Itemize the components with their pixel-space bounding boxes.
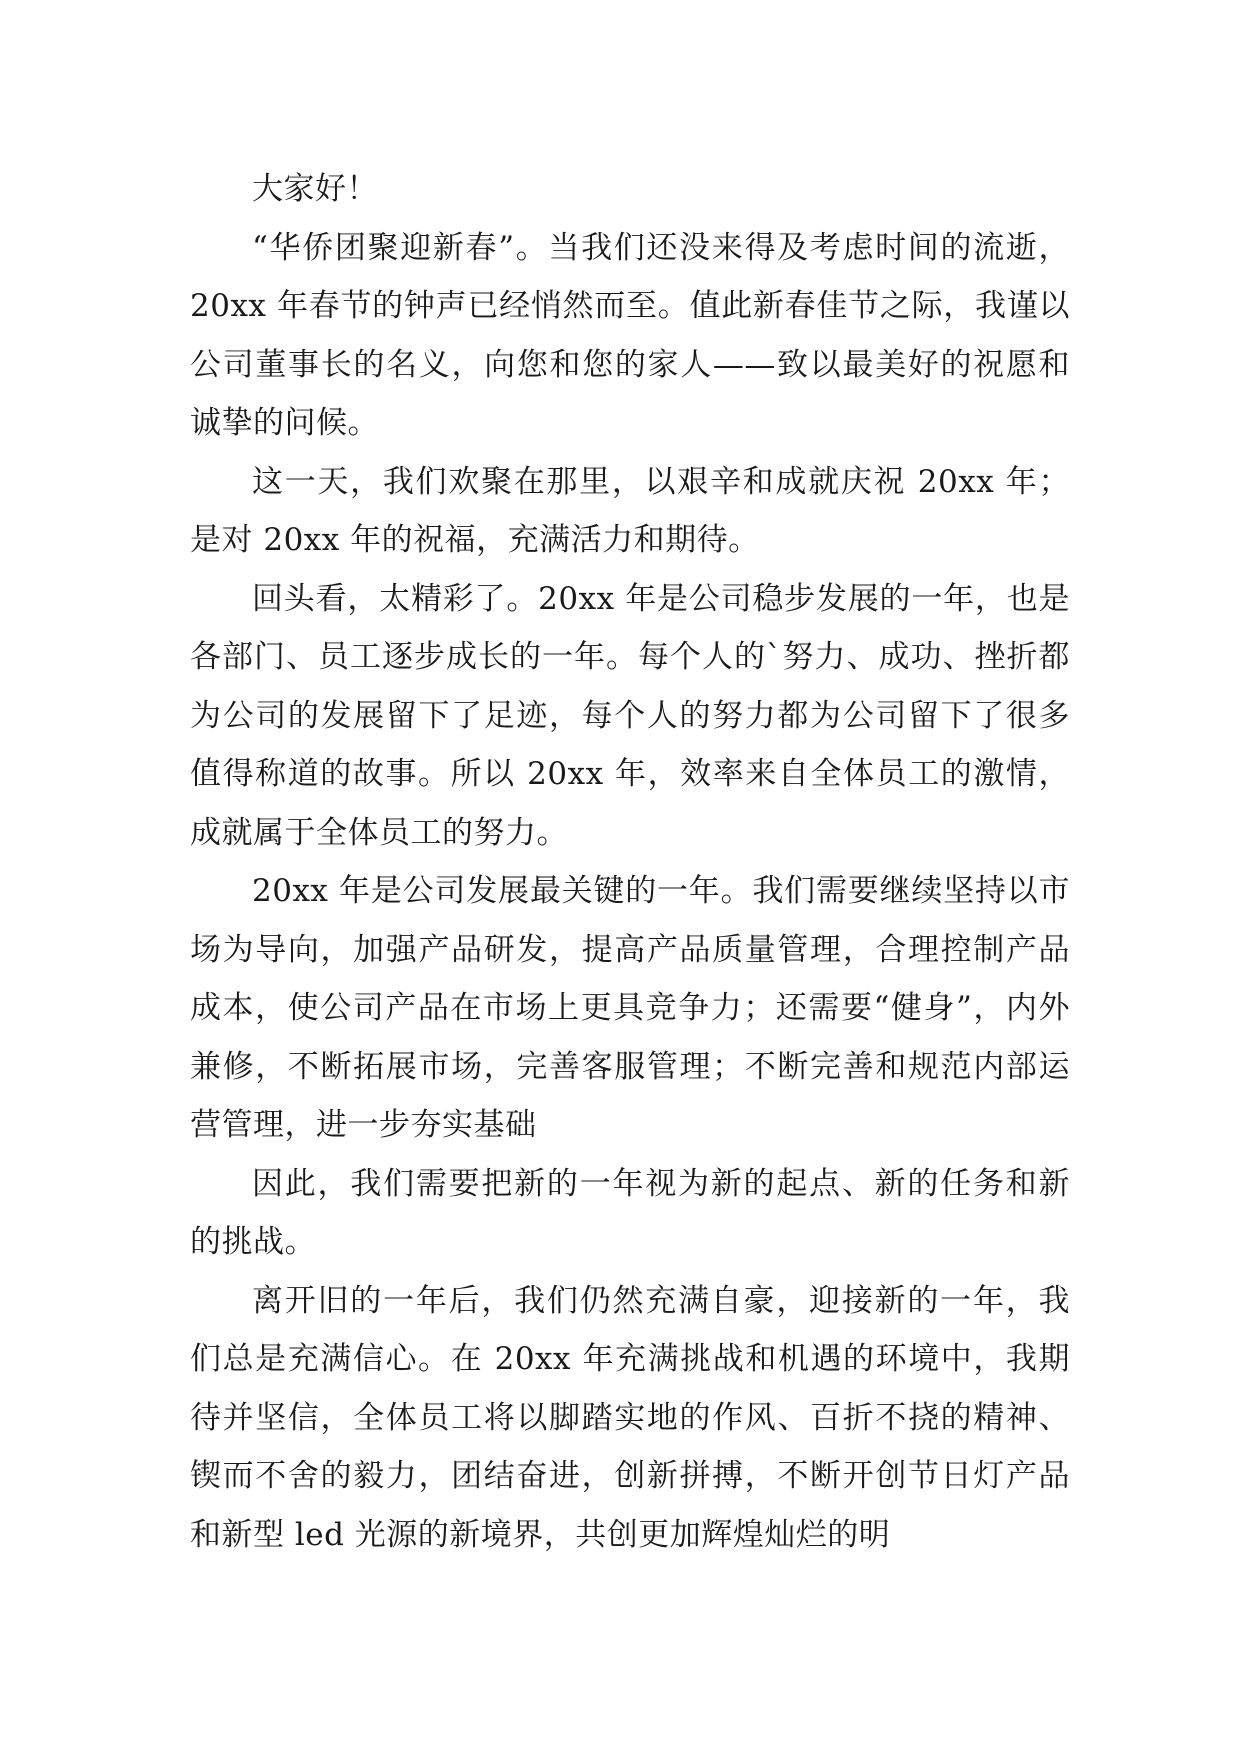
- key-year-paragraph: 20xx 年是公司发展最关键的一年。我们需要继续坚持以市场为导向，加强产品研发，提高产品质量管理，合理控制产品成本，使公司产品在市场上更具竞争力；还需要“健身”，内外兼修，不断拓展市场，完善客服管理；不断完善和规范内部运营管理，进一步夯实基础: [190, 873, 1070, 1143]
- letter-body: [190, 160, 1070, 1564]
- review-paragraph: 回头看，太精彩了。20xx 年是公司稳步发展的一年，也是各部门、员工逐步成长的一年。每个人的`努力、成功、挫折都为公司的发展留下了足迹，每个人的努力都为公司留下了很多值得称道的故事。所以 20xx 年，效率来自全体员工的激情，成就属于全体员工的努力。: [190, 580, 1070, 851]
- new-year-wishes-paragraph: “华侨团聚迎新春”。当我们还没来得及考虑时间的流逝，20xx 年春节的钟声已经悄然而至。值此新春佳节之际，我谨以公司董事长的名义，向您和您的家人——致以最美好的祝愿和诚挚的问候。: [190, 229, 1070, 441]
- greeting-paragraph: 大家好！: [252, 171, 378, 207]
- new-start-paragraph: 因此，我们需要把新的一年视为新的起点、新的任务和新的挑战。: [190, 1165, 1070, 1260]
- confidence-paragraph: 离开旧的一年后，我们仍然充满自豪，迎接新的一年，我们总是充满信心。在 20xx 年充满挑战和机遇的环境中，我期待并坚信，全体员工将以脚踏实地的作风、百折不挠的精神、锲而不舍的毅力，团结奋进，创新拼搏，不断开创节日灯产品和新型 led 光源的新境界，共创更加辉煌灿烂的明: [190, 1282, 1070, 1553]
- celebration-paragraph: 这一天，我们欢聚在那里，以艰辛和成就庆祝 20xx 年；是对 20xx 年的祝福，充满活力和期待。: [190, 463, 1070, 558]
